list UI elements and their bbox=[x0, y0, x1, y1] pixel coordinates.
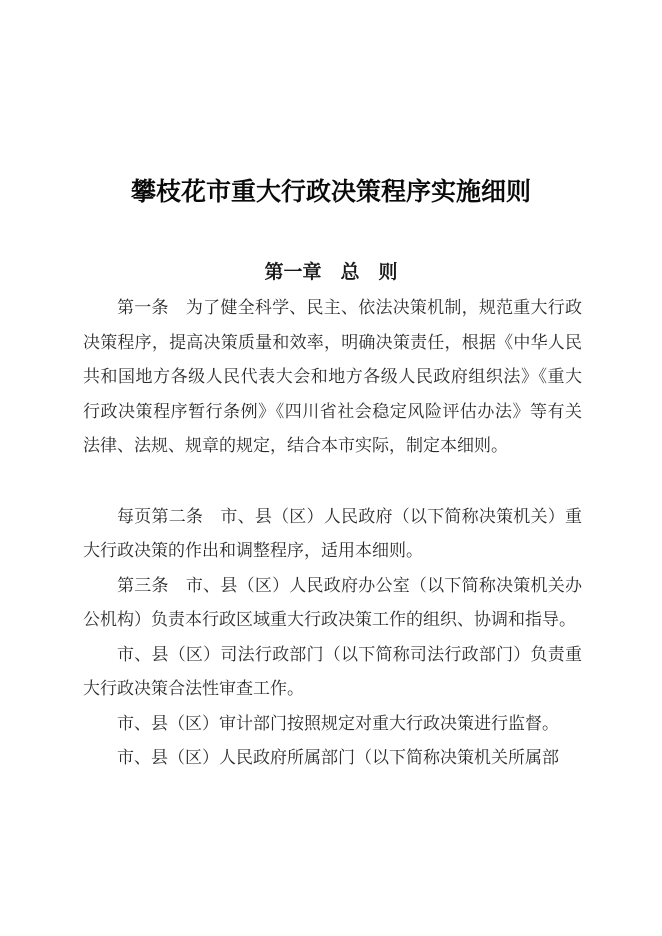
chapter-heading: 第一章 总 则 bbox=[264, 262, 398, 283]
body-paragraph: 市、县（区）人民政府所属部门（以下简称决策机关所属部 bbox=[117, 748, 559, 767]
body-paragraph: 第三条 市、县（区）人民政府办公室（以下简称决策机关办公机构）负责本行政区域重大行政决策工作的组织、协调和指导。 bbox=[83, 575, 582, 629]
body-paragraph: 每页第二条 市、县（区）人民政府（以下简称决策机关）重大行政决策的作出和调整程序，适用本细则。 bbox=[83, 506, 582, 560]
body-paragraph: 市、县（区）审计部门按照规定对重大行政决策进行监督。 bbox=[117, 713, 559, 733]
document-body bbox=[83, 291, 582, 776]
document-title: 攀枝花市重大行政决策程序实施细则 bbox=[130, 179, 531, 206]
body-paragraph: 第一条 为了健全科学、民主、依法决策机制，规范重大行政决策程序，提高决策质量和效率，明确决策责任，根据《中华人民共和国地方各级人民代表大会和地方各级人民政府组织法》《重大行政决策程序暂行条例》《四川省社会稳定风险评估办法》等有关法律、法规、规章的规定，结合本市实际，制定本细则。 bbox=[83, 298, 582, 455]
body-paragraph: 市、县（区）司法行政部门（以下简称司法行政部门）负责重大行政决策合法性审查工作。 bbox=[83, 644, 582, 698]
